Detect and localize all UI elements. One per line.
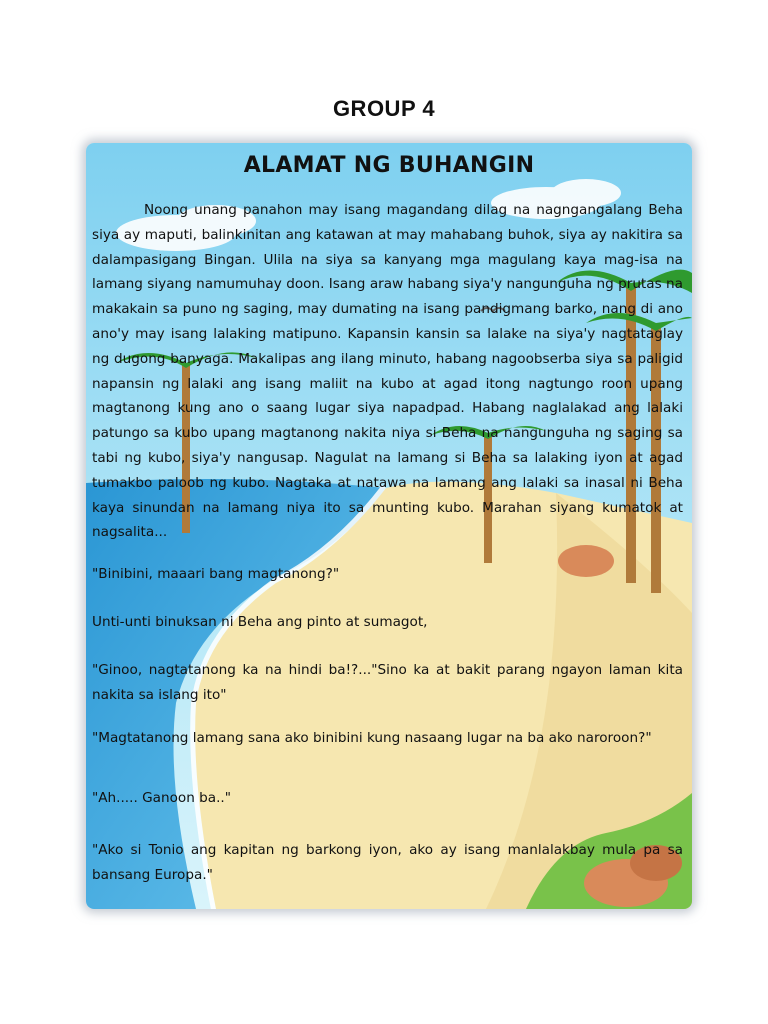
page-heading: GROUP 4 — [332, 96, 436, 121]
dialogue-line-4: "Ah..... Ganoon ba.." — [92, 790, 231, 806]
dialogue-line-1: "Binibini, maaari bang magtanong?" — [92, 566, 340, 582]
dialogue-line-5: "Ako si Tonio ang kapitan ng barkong iyon, ako ay isang manlalakbay mula pa sa bansang Europa." — [92, 842, 683, 883]
story-paragraph-1: Noong unang panahon may isang magandang dilag na nagngangalang Beha siya ay maputi, balinkinitan ang katawan at may mahabang buhok, siya ay nakitira sa dalampasigang Bingan. Ulila na siya sa kanyang mga magulang kaya mag-isa na lamang siyang namumuhay doon. Isang araw habang siya'y nangunguha ng prutas na makakain sa puno ng saging, may dumating na isang pandigmang barko, nang di ano ano'y may isang lalaking matipuno. Kapansin kansin sa lalake na siya'y nagtataglay ng dugong banyaga. Makalipas ang ilang minuto, habang nagoobserba siya sa paligid napansin ng lalaki ang isang maliit na kubo at agad itong nagtungo roon upang magtanong kung ano o saang lugar siya napadpad. Habang naglalakad ang lalaki patungo sa kubo upang magtanong nakita niya si Beha na nangunguha ng saging sa tabi ng kubo, siya'y nangusap. Nagulat na lamang si Beha sa lalaking iyon at agad tumakbo paloob ng kubo. Nagtaka at natawa na lamang ang lalaki sa inasal ni Beha kaya sinundan na lamang niya ito sa munting kubo. Marahan siyang kumatok at nagsalita... — [92, 202, 683, 541]
dialogue-line-3: "Magtatanong lamang sana ako binibini kung nasaang lugar na ba ako naroroon?" — [92, 730, 652, 746]
story-title: ALAMAT NG BUHANGIN — [243, 153, 535, 178]
story-poster — [86, 143, 692, 909]
dialogue-line-2: "Ginoo, nagtatanong ka na hindi ba!?..."Sino ka at bakit parang ngayon laman kita nakita sa islang ito" — [92, 662, 683, 703]
narration-line: Unti-unti binuksan ni Beha ang pinto at sumagot, — [92, 614, 428, 630]
story-content — [86, 143, 692, 909]
